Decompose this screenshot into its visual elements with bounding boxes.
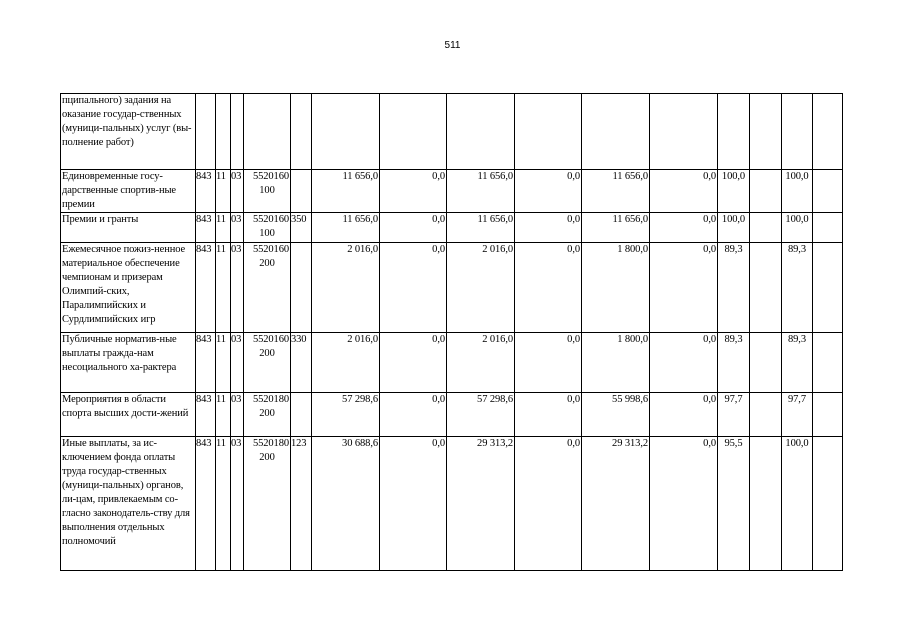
percent-cell — [718, 94, 750, 170]
row-name-cell: Публичные норматив-ные выплаты гражда-нам несоциального ха-рактера — [61, 333, 196, 393]
amount-cell: 0,0 — [515, 333, 582, 393]
section-code-cell — [216, 94, 231, 170]
amount-cell — [380, 94, 447, 170]
target-article-code: 5520160 — [252, 214, 289, 225]
empty-cell — [750, 393, 782, 437]
percent-cell: 95,5 — [718, 437, 750, 571]
empty-cell — [813, 170, 843, 213]
subsection-code-cell: 03 — [231, 213, 244, 243]
target-article-code-suffix: 100 — [259, 185, 275, 196]
expense-type-cell: 330 — [291, 333, 312, 393]
empty-cell — [750, 94, 782, 170]
subsection-code-cell: 03 — [231, 243, 244, 333]
amount-cell — [515, 94, 582, 170]
empty-cell — [750, 243, 782, 333]
percent-cell: 89,3 — [718, 333, 750, 393]
target-article-cell — [244, 393, 291, 437]
percent-cell: 100,0 — [718, 213, 750, 243]
empty-cell — [813, 213, 843, 243]
amount-cell: 11 656,0 — [312, 170, 380, 213]
subsection-code-cell: 03 — [231, 437, 244, 571]
amount-cell: 0,0 — [515, 437, 582, 571]
amount-cell: 0,0 — [380, 393, 447, 437]
amount-cell: 2 016,0 — [312, 243, 380, 333]
row-name-cell: Ежемесячное пожиз-ненное материальное обеспечение чемпионам и призерам Олимпий-ских, Паралимпийских и Сурдлимпийских игр — [61, 243, 196, 333]
empty-cell — [750, 333, 782, 393]
percent-cell — [782, 94, 813, 170]
amount-cell: 0,0 — [650, 170, 718, 213]
amount-cell: 0,0 — [515, 213, 582, 243]
amount-cell: 2 016,0 — [447, 243, 515, 333]
empty-cell — [750, 213, 782, 243]
section-code-cell: 11 — [216, 213, 231, 243]
ved-code-cell: 843 — [196, 170, 216, 213]
amount-cell: 0,0 — [650, 333, 718, 393]
percent-cell: 89,3 — [718, 243, 750, 333]
percent-cell: 89,3 — [782, 333, 813, 393]
empty-cell — [750, 170, 782, 213]
target-article-code: 5520160 — [252, 334, 289, 345]
section-code-cell: 11 — [216, 393, 231, 437]
empty-cell — [813, 243, 843, 333]
amount-cell: 0,0 — [515, 243, 582, 333]
expense-type-cell — [291, 170, 312, 213]
section-code-cell: 11 — [216, 437, 231, 571]
target-article-code: 5520180 — [252, 394, 289, 405]
amount-cell: 11 656,0 — [582, 170, 650, 213]
amount-cell — [650, 94, 718, 170]
table-row — [61, 437, 843, 571]
percent-cell: 100,0 — [782, 437, 813, 571]
table-row — [61, 333, 843, 393]
amount-cell: 29 313,2 — [582, 437, 650, 571]
target-article-cell — [244, 333, 291, 393]
table-row — [61, 213, 843, 243]
amount-cell: 0,0 — [380, 170, 447, 213]
target-article-cell — [244, 94, 291, 170]
target-article-code: 5520160 — [252, 171, 289, 182]
percent-cell: 97,7 — [718, 393, 750, 437]
amount-cell: 0,0 — [515, 170, 582, 213]
target-article-cell — [244, 213, 291, 243]
target-article-code-suffix: 200 — [259, 452, 275, 463]
row-name-cell: Единовременные госу-дарственные спортив-ные премии — [61, 170, 196, 213]
target-article-code-suffix: 200 — [259, 258, 275, 269]
empty-cell — [813, 393, 843, 437]
row-name-cell: пципального) задания на оказание государ-ственных (муници-пальных) услуг (вы-полнение работ) — [61, 94, 196, 170]
amount-cell: 55 998,6 — [582, 393, 650, 437]
amount-cell — [582, 94, 650, 170]
amount-cell: 57 298,6 — [312, 393, 380, 437]
amount-cell: 0,0 — [380, 437, 447, 571]
ved-code-cell — [196, 94, 216, 170]
expense-type-cell — [291, 243, 312, 333]
percent-cell: 100,0 — [782, 213, 813, 243]
amount-cell: 0,0 — [380, 243, 447, 333]
table-row — [61, 94, 843, 170]
amount-cell: 11 656,0 — [447, 170, 515, 213]
amount-cell: 2 016,0 — [447, 333, 515, 393]
table-row — [61, 393, 843, 437]
table-row — [61, 243, 843, 333]
ved-code-cell: 843 — [196, 213, 216, 243]
amount-cell: 1 800,0 — [582, 243, 650, 333]
amount-cell: 0,0 — [380, 213, 447, 243]
page-number: 511 — [444, 40, 461, 51]
subsection-code-cell: 03 — [231, 170, 244, 213]
amount-cell — [312, 94, 380, 170]
section-code-cell: 11 — [216, 333, 231, 393]
amount-cell: 1 800,0 — [582, 333, 650, 393]
ved-code-cell: 843 — [196, 393, 216, 437]
target-article-code-suffix: 200 — [259, 348, 275, 359]
amount-cell: 29 313,2 — [447, 437, 515, 571]
row-name-cell: Мероприятия в области спорта высших дости-жений — [61, 393, 196, 437]
amount-cell: 57 298,6 — [447, 393, 515, 437]
percent-cell: 100,0 — [782, 170, 813, 213]
expense-type-cell: 350 — [291, 213, 312, 243]
expense-type-cell: 123 — [291, 437, 312, 571]
target-article-code-suffix: 200 — [259, 408, 275, 419]
row-name-cell: Иные выплаты, за ис-ключением фонда оплаты труда государ-ственных (муници-пальных) органов, ли-цам, привлекаемым со-гласно законодатель-ству для выполнения отдельных полномочий — [61, 437, 196, 571]
empty-cell — [750, 437, 782, 571]
empty-cell — [813, 437, 843, 571]
target-article-code: 5520160 — [252, 244, 289, 255]
amount-cell: 0,0 — [380, 333, 447, 393]
ved-code-cell: 843 — [196, 243, 216, 333]
expense-type-cell — [291, 94, 312, 170]
row-name-cell: Премии и гранты — [61, 213, 196, 243]
amount-cell: 0,0 — [650, 243, 718, 333]
empty-cell — [813, 94, 843, 170]
target-article-code-suffix: 100 — [259, 228, 275, 239]
budget-table — [60, 93, 843, 571]
amount-cell: 0,0 — [515, 393, 582, 437]
percent-cell: 100,0 — [718, 170, 750, 213]
target-article-cell — [244, 170, 291, 213]
empty-cell — [813, 333, 843, 393]
section-code-cell: 11 — [216, 243, 231, 333]
section-code-cell: 11 — [216, 170, 231, 213]
expense-type-cell — [291, 393, 312, 437]
percent-cell: 89,3 — [782, 243, 813, 333]
amount-cell: 30 688,6 — [312, 437, 380, 571]
amount-cell: 0,0 — [650, 393, 718, 437]
target-article-code: 5520180 — [252, 438, 289, 449]
percent-cell: 97,7 — [782, 393, 813, 437]
target-article-cell — [244, 243, 291, 333]
target-article-cell — [244, 437, 291, 571]
amount-cell: 11 656,0 — [312, 213, 380, 243]
amount-cell: 11 656,0 — [582, 213, 650, 243]
ved-code-cell: 843 — [196, 333, 216, 393]
amount-cell: 2 016,0 — [312, 333, 380, 393]
subsection-code-cell — [231, 94, 244, 170]
amount-cell: 0,0 — [650, 437, 718, 571]
ved-code-cell: 843 — [196, 437, 216, 571]
amount-cell: 11 656,0 — [447, 213, 515, 243]
amount-cell: 0,0 — [650, 213, 718, 243]
amount-cell — [447, 94, 515, 170]
subsection-code-cell: 03 — [231, 333, 244, 393]
table-row — [61, 170, 843, 213]
subsection-code-cell: 03 — [231, 393, 244, 437]
